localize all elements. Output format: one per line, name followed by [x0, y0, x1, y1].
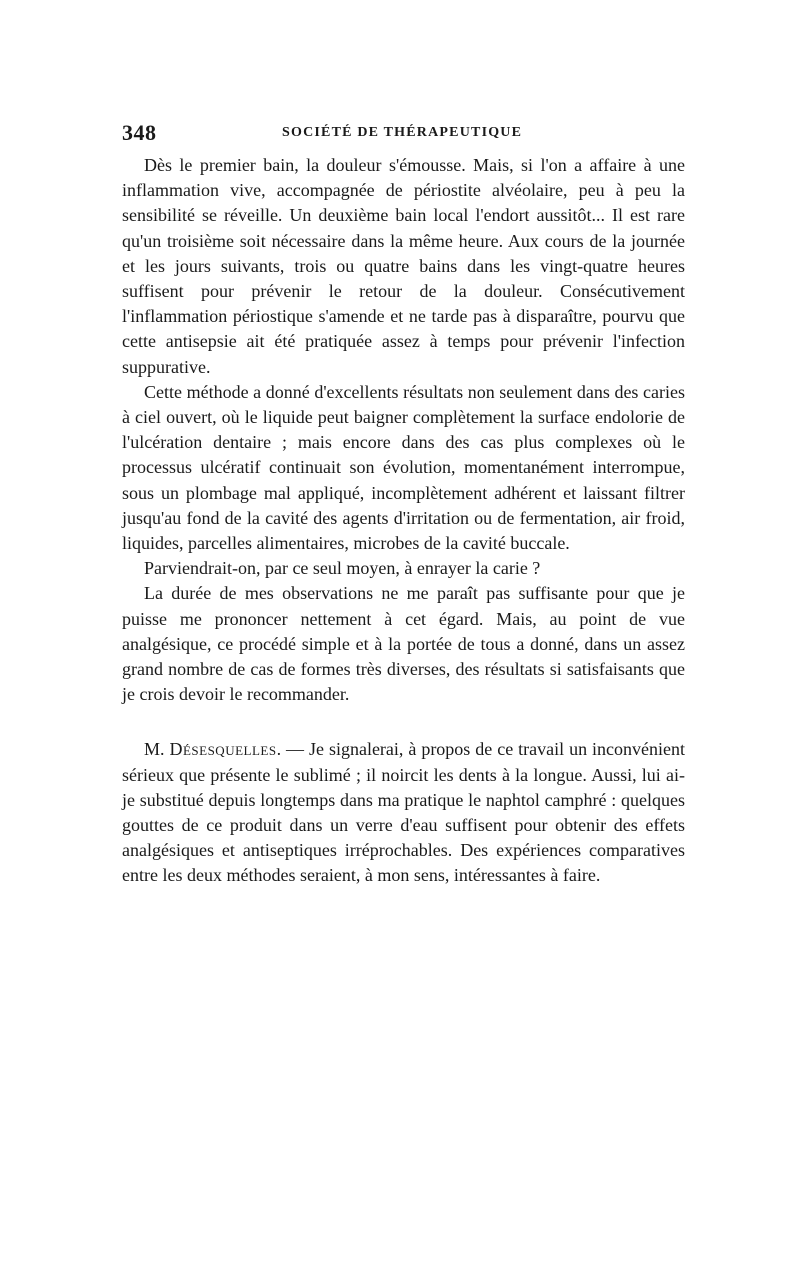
body-text [122, 153, 685, 889]
paragraph-5-text: Je signalerai, à propos de ce travail un inconvénient sérieux que présente le sublimé ; il noircit les dents à la longue. Aussi, lui ai-je substitué depuis longtemps dans ma pratique le naphtol camphré : quelques gouttes de ce produit dans un verre d'eau suffisent pour obtenir des effets analgésiques et antiseptiques irréprochables. Des expériences comparatives entre les deux méthodes seraient, à mon sens, intéressantes à faire. [122, 739, 685, 886]
page-number: 348 [122, 120, 157, 145]
paragraph-3: Parviendrait-on, par ce seul moyen, à enrayer la carie ? [144, 558, 541, 579]
speaker-name: Désesquelles [169, 739, 277, 760]
paragraph-2: Cette méthode a donné d'excellents résultats non seulement dans des caries à ciel ouvert, où le liquide peut baigner complètement la surface endolorie de l'ulcération dentaire ; mais encore dans des cas plus complexes où le processus ulcératif continuait son évolution, momentanément interrompue, sous un plombage mal appliqué, incomplètement adhérent et laissant filtrer jusqu'au fond de la cavité des agents d'irritation ou de fermentation, air froid, liquides, parcelles alimentaires, microbes de la cavité buccale. [122, 381, 685, 554]
speaker-suffix: . — [276, 739, 309, 760]
paragraph-4: La durée de mes observations ne me paraît pas suffisante pour que je puisse me prononcer nettement à cet égard. Mais, au point de vue analgésique, ce procédé simple et à la portée de tous a donné, dans un assez grand nombre de cas de formes très diverses, des résultats si satisfaisants que je crois devoir le recommander. [122, 583, 685, 705]
speaker-prefix: M. [144, 739, 170, 760]
paragraph-1: Dès le premier bain, la douleur s'émousse. Mais, si l'on a affaire à une inflammation vive, accompagnée de périostite alvéolaire, peu à peu la sensibilité se réveille. Un deuxième bain local l'endort aussitôt... Il est rare qu'un troisième soit nécessaire dans la même heure. Aux cours de la journée et les jours suivants, trois ou quatre bains dans les vingt-quatre heures suffisent pour prévenir le retour de la douleur. Consécutivement l'inflammation périostique s'amende et ne tarde pas à disparaître, pourvu que cette antisepsie ait été pratiquée assez à temps pour prévenir l'infection suppurative. [122, 155, 685, 377]
page-header [122, 120, 685, 150]
paragraph-5 [122, 737, 685, 888]
running-title: SOCIÉTÉ DE THÉRAPEUTIQUE [282, 125, 523, 140]
